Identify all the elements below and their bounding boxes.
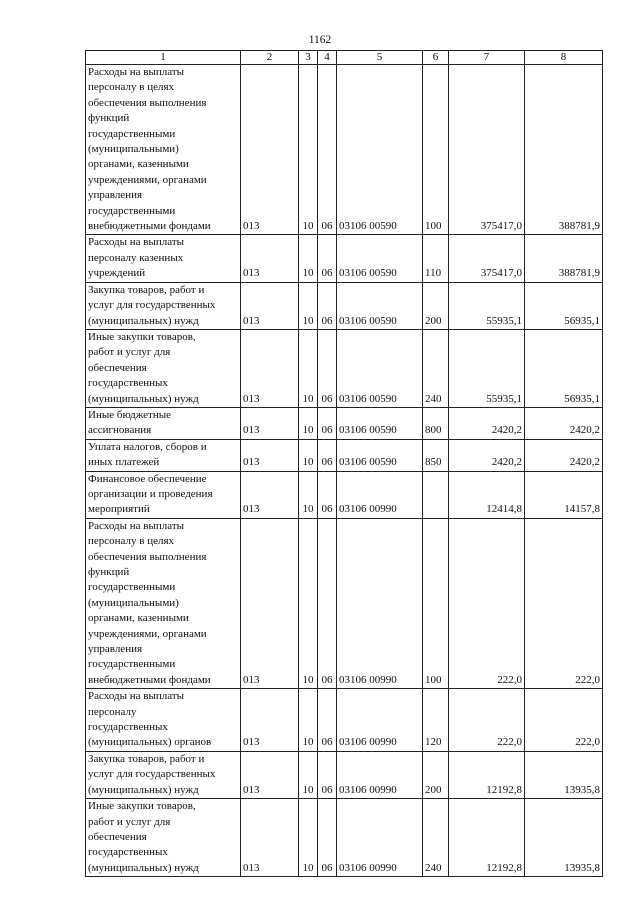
table-row (86, 518, 603, 688)
table-row (86, 329, 603, 407)
amount-year-1-cell: 222,0 (449, 518, 525, 688)
ministry-code-cell: 013 (241, 439, 299, 471)
expense-name-line: мероприятий (88, 503, 150, 516)
section-code-cell: 10 (299, 235, 318, 282)
amount-year-1-cell: 55935,1 (449, 329, 525, 407)
expense-name-line: государственными (88, 658, 176, 671)
header-row (86, 51, 603, 65)
expense-name-line: обеспечения выполнения (88, 96, 207, 109)
expense-name-cell (86, 751, 241, 798)
section-code-cell: 10 (299, 407, 318, 439)
amount-year-2-cell: 56935,1 (525, 282, 603, 329)
subsection-code-cell: 06 (318, 65, 337, 235)
expense-name-line: персоналу (88, 705, 137, 718)
section-code-cell: 10 (299, 439, 318, 471)
section-code-cell: 10 (299, 471, 318, 518)
expense-name-line: учреждениями, органами (88, 627, 207, 640)
subsection-code-cell: 06 (318, 329, 337, 407)
subsection-code-cell: 06 (318, 689, 337, 752)
expense-type-cell: 110 (423, 235, 449, 282)
amount-year-1-cell: 55935,1 (449, 282, 525, 329)
expense-name-line: обеспечения (88, 830, 147, 843)
amount-year-2-cell: 56935,1 (525, 329, 603, 407)
expense-name-line: управления (88, 643, 143, 656)
table-row (86, 799, 603, 877)
column-header: 7 (449, 51, 525, 65)
table-row (86, 235, 603, 282)
expense-name-line: внебюджетными фондами (88, 220, 211, 233)
expense-name-line: иных платежей (88, 456, 160, 469)
expense-type-cell: 240 (423, 799, 449, 877)
section-code-cell: 10 (299, 329, 318, 407)
expense-name-cell (86, 235, 241, 282)
expense-name-line: персоналу в целях (88, 81, 175, 94)
expense-name-line: внебюджетными фондами (88, 673, 211, 686)
amount-year-1-cell: 2420,2 (449, 407, 525, 439)
amount-year-2-cell: 13935,8 (525, 799, 603, 877)
expense-name-cell (86, 407, 241, 439)
expense-name-cell (86, 282, 241, 329)
expense-name-line: государственных (88, 377, 168, 390)
expense-name-cell (86, 329, 241, 407)
expense-type-cell: 100 (423, 518, 449, 688)
expense-type-cell: 200 (423, 282, 449, 329)
expense-name-line: Закупка товаров, работ и (88, 283, 205, 296)
expense-type-cell: 850 (423, 439, 449, 471)
target-article-cell: 03106 00990 (337, 799, 423, 877)
expense-type-cell (423, 471, 449, 518)
expense-name-line: услуг для государственных (88, 299, 216, 312)
budget-table (85, 50, 603, 877)
subsection-code-cell: 06 (318, 439, 337, 471)
target-article-cell: 03106 00590 (337, 65, 423, 235)
ministry-code-cell: 013 (241, 329, 299, 407)
expense-name-cell (86, 65, 241, 235)
expense-name-line: персоналу казенных (88, 251, 184, 264)
expense-name-line: Закупка товаров, работ и (88, 752, 205, 765)
amount-year-2-cell: 222,0 (525, 518, 603, 688)
expense-name-line: (муниципальных) нужд (88, 783, 199, 796)
amount-year-1-cell: 12414,8 (449, 471, 525, 518)
amount-year-2-cell: 2420,2 (525, 407, 603, 439)
expense-name-line: Расходы на выплаты (88, 690, 185, 703)
ministry-code-cell: 013 (241, 751, 299, 798)
column-header: 6 (423, 51, 449, 65)
target-article-cell: 03106 00990 (337, 518, 423, 688)
expense-name-line: работ и услуг для (88, 346, 171, 359)
column-header: 8 (525, 51, 603, 65)
amount-year-1-cell: 12192,8 (449, 751, 525, 798)
page-number: 1162 (308, 34, 332, 46)
amount-year-2-cell: 13935,8 (525, 751, 603, 798)
target-article-cell: 03106 00590 (337, 407, 423, 439)
ministry-code-cell: 013 (241, 471, 299, 518)
expense-name-line: ассигнования (88, 424, 152, 437)
expense-name-cell (86, 471, 241, 518)
target-article-cell: 03106 00590 (337, 282, 423, 329)
expense-name-line: государственными (88, 127, 176, 140)
expense-name-line: обеспечения выполнения (88, 550, 207, 563)
target-article-cell: 03106 00590 (337, 235, 423, 282)
section-code-cell: 10 (299, 65, 318, 235)
expense-name-line: Иные закупки товаров, (88, 800, 196, 813)
ministry-code-cell: 013 (241, 518, 299, 688)
subsection-code-cell: 06 (318, 471, 337, 518)
ministry-code-cell: 013 (241, 282, 299, 329)
expense-name-line: функций (88, 112, 130, 125)
expense-name-line: Расходы на выплаты (88, 66, 185, 78)
target-article-cell: 03106 00990 (337, 689, 423, 752)
table-row (86, 471, 603, 518)
table-row (86, 751, 603, 798)
expense-type-cell: 100 (423, 65, 449, 235)
expense-name-cell (86, 689, 241, 752)
expense-name-line: учреждений (88, 267, 146, 280)
target-article-cell: 03106 00590 (337, 439, 423, 471)
section-code-cell: 10 (299, 518, 318, 688)
expense-name-line: государственных (88, 721, 168, 734)
expense-name-line: Уплата налогов, сборов и (88, 440, 207, 453)
expense-name-line: функций (88, 566, 130, 578)
amount-year-2-cell: 14157,8 (525, 471, 603, 518)
subsection-code-cell: 06 (318, 799, 337, 877)
expense-name-line: Финансовое обеспечение (88, 472, 207, 485)
ministry-code-cell: 013 (241, 407, 299, 439)
amount-year-2-cell: 388781,9 (525, 65, 603, 235)
expense-name-line: (муниципальных) органов (88, 736, 212, 749)
column-header: 1 (86, 51, 241, 65)
amount-year-2-cell: 388781,9 (525, 235, 603, 282)
expense-type-cell: 200 (423, 751, 449, 798)
subsection-code-cell: 06 (318, 407, 337, 439)
expense-type-cell: 800 (423, 407, 449, 439)
expense-type-cell: 120 (423, 689, 449, 752)
expense-name-cell (86, 518, 241, 688)
expense-name-line: государственными (88, 204, 176, 217)
target-article-cell: 03106 00590 (337, 329, 423, 407)
expense-name-cell (86, 799, 241, 877)
column-header: 3 (299, 51, 318, 65)
table-body (86, 65, 603, 877)
table-row (86, 282, 603, 329)
expense-name-line: Иные бюджетные (88, 408, 172, 421)
section-code-cell: 10 (299, 751, 318, 798)
ministry-code-cell: 013 (241, 235, 299, 282)
column-header: 5 (337, 51, 423, 65)
expense-name-line: (муниципальных) нужд (88, 861, 199, 874)
amount-year-1-cell: 2420,2 (449, 439, 525, 471)
expense-name-line: Иные закупки товаров, (88, 330, 196, 343)
expense-name-line: услуг для государственных (88, 768, 216, 781)
expense-name-line: государственными (88, 581, 176, 594)
target-article-cell: 03106 00990 (337, 471, 423, 518)
expense-name-line: учреждениями, органами (88, 173, 207, 186)
table-row (86, 65, 603, 235)
expense-name-line: управления (88, 189, 143, 202)
subsection-code-cell: 06 (318, 518, 337, 688)
expense-name-line: (муниципальными) (88, 596, 179, 609)
ministry-code-cell: 013 (241, 65, 299, 235)
expense-name-line: работ и услуг для (88, 815, 171, 828)
expense-name-line: (муниципальных) нужд (88, 314, 199, 327)
section-code-cell: 10 (299, 282, 318, 329)
expense-name-line: государственных (88, 846, 168, 859)
target-article-cell: 03106 00990 (337, 751, 423, 798)
expense-name-line: (муниципальными) (88, 143, 179, 156)
expense-type-cell: 240 (423, 329, 449, 407)
expense-name-line: Расходы на выплаты (88, 519, 185, 532)
expense-name-line: персоналу в целях (88, 535, 175, 548)
amount-year-2-cell: 2420,2 (525, 439, 603, 471)
table-row (86, 689, 603, 752)
expense-name-line: органами, казенными (88, 158, 189, 171)
ministry-code-cell: 013 (241, 799, 299, 877)
amount-year-2-cell: 222,0 (525, 689, 603, 752)
amount-year-1-cell: 375417,0 (449, 65, 525, 235)
expense-name-line: Расходы на выплаты (88, 236, 185, 249)
subsection-code-cell: 06 (318, 235, 337, 282)
subsection-code-cell: 06 (318, 282, 337, 329)
section-code-cell: 10 (299, 799, 318, 877)
table-row (86, 407, 603, 439)
amount-year-1-cell: 222,0 (449, 689, 525, 752)
subsection-code-cell: 06 (318, 751, 337, 798)
amount-year-1-cell: 12192,8 (449, 799, 525, 877)
column-header: 4 (318, 51, 337, 65)
expense-name-cell (86, 439, 241, 471)
expense-name-line: органами, казенными (88, 612, 189, 625)
ministry-code-cell: 013 (241, 689, 299, 752)
column-header: 2 (241, 51, 299, 65)
expense-name-line: организации и проведения (88, 487, 213, 500)
amount-year-1-cell: 375417,0 (449, 235, 525, 282)
expense-name-line: обеспечения (88, 361, 147, 374)
section-code-cell: 10 (299, 689, 318, 752)
expense-name-line: (муниципальных) нужд (88, 392, 199, 405)
table-row (86, 439, 603, 471)
